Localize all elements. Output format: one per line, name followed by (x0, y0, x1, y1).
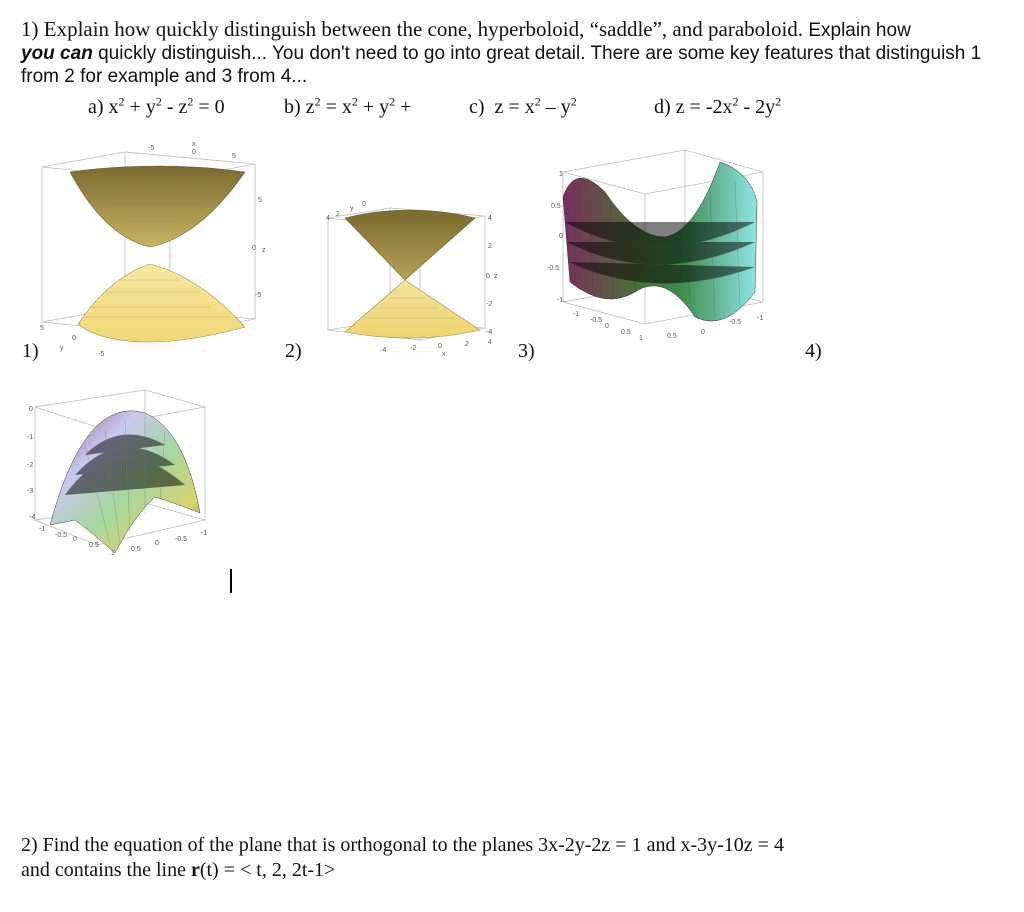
p4-tick: -0.5 (55, 532, 68, 539)
question-2-line-2-pre: and contains the line (21, 859, 191, 881)
p4-tick: 0 (29, 406, 33, 413)
p3-tick: -0.5 (547, 265, 560, 272)
p3-tick: -0.5 (729, 319, 742, 326)
p3-tick: -1 (573, 311, 580, 318)
p4-tick: -4 (29, 514, 36, 521)
p2-tick: 2 (336, 211, 340, 218)
equation-b (284, 96, 411, 119)
question-1-part2: Explain how (803, 20, 911, 41)
p3-tick: 1 (559, 171, 563, 178)
equation-a-t4: - z (161, 96, 188, 118)
p4-tick: -1 (201, 530, 208, 537)
equation-c-label: c) (469, 96, 485, 118)
equation-c-t1: 2 (534, 94, 541, 109)
p1-tick: 5 (40, 325, 44, 332)
p4-tick: -1 (27, 434, 34, 441)
p2-tick: -4 (380, 347, 387, 354)
equation-b-t3: 2 (351, 94, 358, 109)
p3-tick: 0.5 (551, 203, 561, 210)
equation-b-t5: 2 (389, 94, 396, 109)
plot-number-3: 3) (518, 340, 535, 362)
p2-tick: 2 (488, 243, 492, 250)
hyperboloid-upper-sheet (70, 166, 245, 247)
p3-tick: 1 (639, 335, 643, 342)
p4-tick: 1 (111, 550, 115, 557)
p2-tick: -2 (410, 345, 417, 352)
equation-b-t1: 2 (314, 94, 321, 109)
hyperboloid-plot (30, 142, 275, 362)
p2-axis-x: x (442, 351, 446, 358)
equation-b-t6: + (395, 96, 412, 118)
p4-tick: -3 (27, 488, 34, 495)
p1-tick: -5 (148, 145, 155, 152)
equation-c-t3: 2 (570, 94, 577, 109)
equation-b-t2: = x (320, 96, 352, 118)
p1-axis-y: y (60, 345, 64, 352)
p1-tick: -5 (98, 351, 105, 358)
equation-c-t0: z = x (494, 96, 535, 118)
question-2 (21, 833, 1001, 883)
plot-number-2: 2) (285, 340, 302, 362)
equation-a-t0: x (108, 96, 119, 118)
cone-upper-nappe (345, 210, 475, 280)
equation-d-t0: z = -2x (675, 96, 733, 118)
p2-tick: -4 (486, 329, 493, 336)
p3-tick: 0 (605, 323, 609, 330)
cone-plot (320, 190, 500, 360)
equation-a-t6: = 0 (193, 96, 225, 118)
question-2-line-2-post: (t) = < t, 2, 2t-1> (199, 859, 336, 881)
p3-tick: 0 (701, 329, 705, 336)
equation-a-t3: 2 (155, 94, 162, 109)
equation-a-label: a) (88, 96, 104, 118)
plot-number-4: 4) (805, 340, 822, 362)
question-1-lead: 1) Explain how quickly distinguish between the cone, hyperboloid, “saddle”, and paraboloid. (21, 17, 804, 41)
p2-axis-z: z (494, 273, 498, 280)
equation-a-t1: 2 (118, 94, 125, 109)
p4-tick: 0.5 (131, 546, 141, 553)
p2-tick: 2 (465, 341, 469, 348)
p3-tick: -1 (757, 315, 764, 322)
equation-a (88, 96, 225, 119)
p4-tick: 0 (155, 540, 159, 547)
question-2-line-1: 2) Find the equation of the plane that is orthogonal to the planes 3x-2y-2z = 1 and x-3y-10z = 4 (21, 834, 784, 856)
equation-d-label: d) (654, 96, 671, 118)
p2-tick: 4 (326, 215, 330, 222)
p1-tick: -5 (255, 292, 262, 299)
equation-d-t3: 2 (775, 94, 782, 109)
p2-tick: -2 (486, 301, 493, 308)
equation-c (469, 96, 577, 119)
question-2-line-2 (21, 858, 1001, 883)
equation-d-t2: - 2y (738, 96, 776, 118)
cone-lower-nappe (345, 280, 480, 338)
question-1-emphasis: you can (21, 43, 93, 64)
p2-tick: 0 (362, 201, 366, 208)
p1-tick: 5 (258, 197, 262, 204)
p1-tick: 5 (232, 153, 236, 160)
p1-tick: 0 (72, 335, 76, 342)
p2-tick: 4 (488, 215, 492, 222)
equation-b-t0: z (305, 96, 315, 118)
equation-a-t5: 2 (187, 94, 194, 109)
p3-tick: -1 (557, 297, 564, 304)
p3-tick: 0 (559, 233, 563, 240)
paraboloid-plot (25, 385, 215, 565)
question-1 (21, 18, 1016, 88)
plot-number-1: 1) (22, 340, 39, 362)
p2-tick: 4 (488, 339, 492, 346)
p1-axis-x: x (192, 142, 196, 148)
p3-tick: 0.5 (667, 333, 677, 340)
p4-tick: -2 (27, 462, 34, 469)
equation-d (654, 96, 781, 119)
p1-axis-z: z (262, 247, 266, 254)
equation-d-t1: 2 (732, 94, 739, 109)
equation-a-t2: + y (124, 96, 156, 118)
p1-tick: 0 (252, 245, 256, 252)
question-2-vector-r: r (190, 859, 200, 881)
p1-tick: 0 (192, 149, 196, 156)
p3-tick: -0.5 (590, 317, 603, 324)
equation-b-label: b) (284, 96, 301, 118)
saddle-plot (535, 142, 775, 352)
question-1-part3: quickly distinguish... You don't need to go into great detail. There are some key features that distinguish 1 from 2 for example and 3 from 4... (21, 43, 982, 87)
p3-tick: 0.5 (621, 329, 631, 336)
p4-tick: 0 (73, 536, 77, 543)
p2-tick: 0 (486, 273, 490, 280)
p2-axis-y: y (350, 205, 354, 212)
text-cursor[interactable] (230, 569, 232, 593)
p2-tick: 0 (438, 343, 442, 350)
p4-tick: -1 (39, 526, 46, 533)
p4-tick: -0.5 (175, 536, 188, 543)
equation-c-t2: – y (540, 96, 571, 118)
equation-b-t4: + y (357, 96, 390, 118)
hyperboloid-lower-sheet (78, 264, 245, 342)
p4-tick: 0.5 (89, 542, 99, 549)
